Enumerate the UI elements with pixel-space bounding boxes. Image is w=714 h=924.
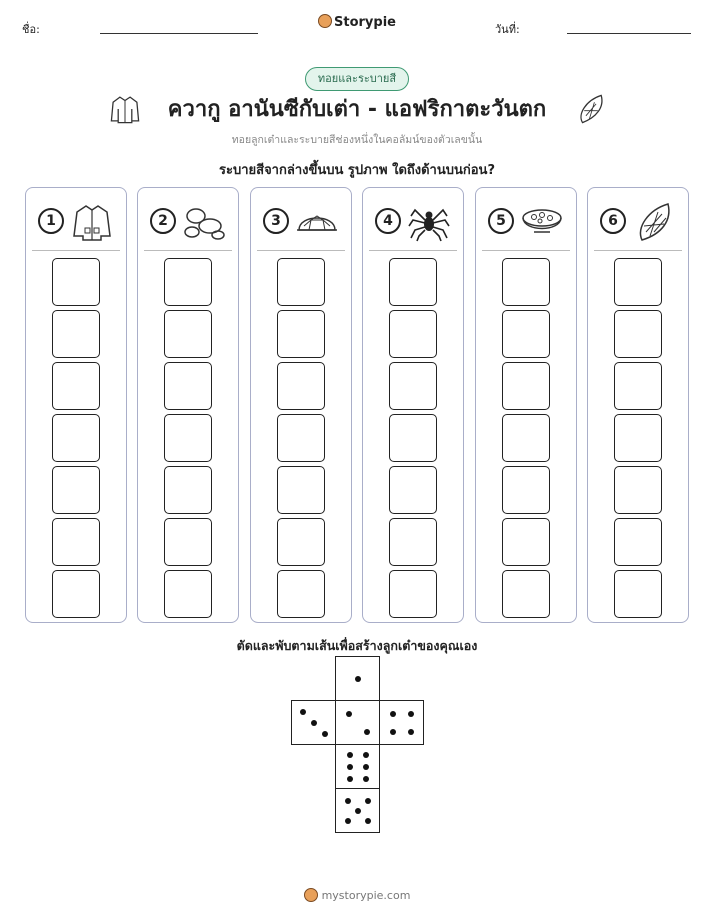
color-cell[interactable] — [502, 570, 550, 618]
color-cell[interactable] — [164, 570, 212, 618]
subtitle: ทอยลูกเต๋าและระบายสีช่องหนึ่งในคอลัมน์ของตัวเลขนั้น — [231, 134, 483, 146]
jacket-icon — [70, 202, 114, 242]
pinecone-icon — [632, 202, 676, 242]
date-line[interactable] — [567, 33, 691, 34]
color-cell[interactable] — [389, 518, 437, 566]
dice-pip — [355, 808, 361, 814]
spider-icon — [407, 202, 451, 242]
color-cell[interactable] — [614, 466, 662, 514]
question: ระบายสีจากล่างขึ้นบน รูปภาพ ใดถึงด้านบนก่อน? — [219, 163, 495, 178]
name-line[interactable] — [100, 33, 258, 34]
color-cell[interactable] — [502, 362, 550, 410]
dice-pip — [355, 676, 361, 682]
pinecone-icon — [574, 92, 608, 126]
dice-pip — [365, 818, 371, 824]
color-cell[interactable] — [52, 258, 100, 306]
column-4 — [362, 187, 464, 623]
color-cell[interactable] — [502, 310, 550, 358]
date-label: วันที่: — [495, 23, 520, 36]
color-cell[interactable] — [52, 570, 100, 618]
column-number: 1 — [38, 208, 64, 234]
dice-pip — [408, 711, 414, 717]
column-number: 2 — [150, 208, 176, 234]
dice-pip — [311, 720, 317, 726]
dice-pip — [390, 729, 396, 735]
color-cell[interactable] — [614, 570, 662, 618]
color-cell[interactable] — [164, 310, 212, 358]
dice-pip — [347, 764, 353, 770]
dice-face-4 — [379, 700, 424, 745]
column-3 — [250, 187, 352, 623]
soup-bowl-icon — [520, 202, 564, 242]
color-cell[interactable] — [164, 414, 212, 462]
color-cell[interactable] — [164, 362, 212, 410]
storypie-logo-icon — [318, 14, 332, 28]
color-cell[interactable] — [389, 570, 437, 618]
dice-pip — [365, 798, 371, 804]
dice-pip — [346, 711, 352, 717]
dice-face-1 — [335, 656, 380, 701]
dice-face-5 — [335, 788, 380, 833]
color-cell[interactable] — [52, 466, 100, 514]
page-title: ควากู อานันซีกับเต่า - แอฟริกาตะวันตก — [167, 97, 547, 122]
color-cell[interactable] — [277, 414, 325, 462]
dice-pip — [322, 731, 328, 737]
column-number: 4 — [375, 208, 401, 234]
column-number: 6 — [600, 208, 626, 234]
color-cell[interactable] — [502, 466, 550, 514]
name-label: ชื่อ: — [22, 23, 40, 36]
color-cell[interactable] — [502, 258, 550, 306]
dice-pip — [364, 729, 370, 735]
column-number: 5 — [488, 208, 514, 234]
color-cell[interactable] — [52, 518, 100, 566]
dice-pip — [300, 709, 306, 715]
dice-pip — [347, 752, 353, 758]
activity-tag: ทอยและระบายสี — [305, 67, 409, 91]
column-number: 3 — [263, 208, 289, 234]
color-cell[interactable] — [164, 518, 212, 566]
dice-pip — [345, 798, 351, 804]
turtle-shell-icon — [295, 202, 339, 242]
color-cell[interactable] — [164, 258, 212, 306]
color-cell[interactable] — [52, 362, 100, 410]
dice-face-2 — [335, 700, 380, 745]
dice-face-3 — [291, 700, 336, 745]
column-2 — [137, 187, 239, 623]
storypie-logo-icon — [304, 888, 318, 902]
brand: Storypie — [0, 14, 714, 30]
stones-icon — [182, 202, 226, 242]
dice-pip — [408, 729, 414, 735]
footer: mystorypie.com — [0, 888, 714, 902]
color-cell[interactable] — [52, 414, 100, 462]
color-cell[interactable] — [614, 258, 662, 306]
dice-pip — [363, 752, 369, 758]
color-cell[interactable] — [502, 414, 550, 462]
dice-face-6 — [335, 744, 380, 789]
dice-pip — [363, 776, 369, 782]
cut-instruction: ตัดและพับตามเส้นเพื่อสร้างลูกเต๋าของคุณเอง — [236, 638, 478, 653]
color-cell[interactable] — [277, 258, 325, 306]
color-cell[interactable] — [614, 362, 662, 410]
color-cell[interactable] — [164, 466, 212, 514]
title-row — [0, 92, 714, 128]
dice-pip — [345, 818, 351, 824]
color-cell[interactable] — [277, 362, 325, 410]
color-cell[interactable] — [52, 310, 100, 358]
color-cell[interactable] — [614, 310, 662, 358]
color-cell[interactable] — [614, 518, 662, 566]
jacket-icon — [108, 92, 142, 126]
dice-pip — [363, 764, 369, 770]
color-cell[interactable] — [277, 518, 325, 566]
color-cell[interactable] — [502, 518, 550, 566]
color-cell[interactable] — [389, 362, 437, 410]
color-cell[interactable] — [277, 466, 325, 514]
column-5 — [475, 187, 577, 623]
color-cell[interactable] — [277, 570, 325, 618]
color-cell[interactable] — [389, 258, 437, 306]
column-1 — [25, 187, 127, 623]
color-cell[interactable] — [277, 310, 325, 358]
dice-pip — [347, 776, 353, 782]
dice-pip — [390, 711, 396, 717]
column-6 — [587, 187, 689, 623]
color-cell[interactable] — [389, 310, 437, 358]
color-cell[interactable] — [614, 414, 662, 462]
color-cell[interactable] — [389, 466, 437, 514]
color-cell[interactable] — [389, 414, 437, 462]
